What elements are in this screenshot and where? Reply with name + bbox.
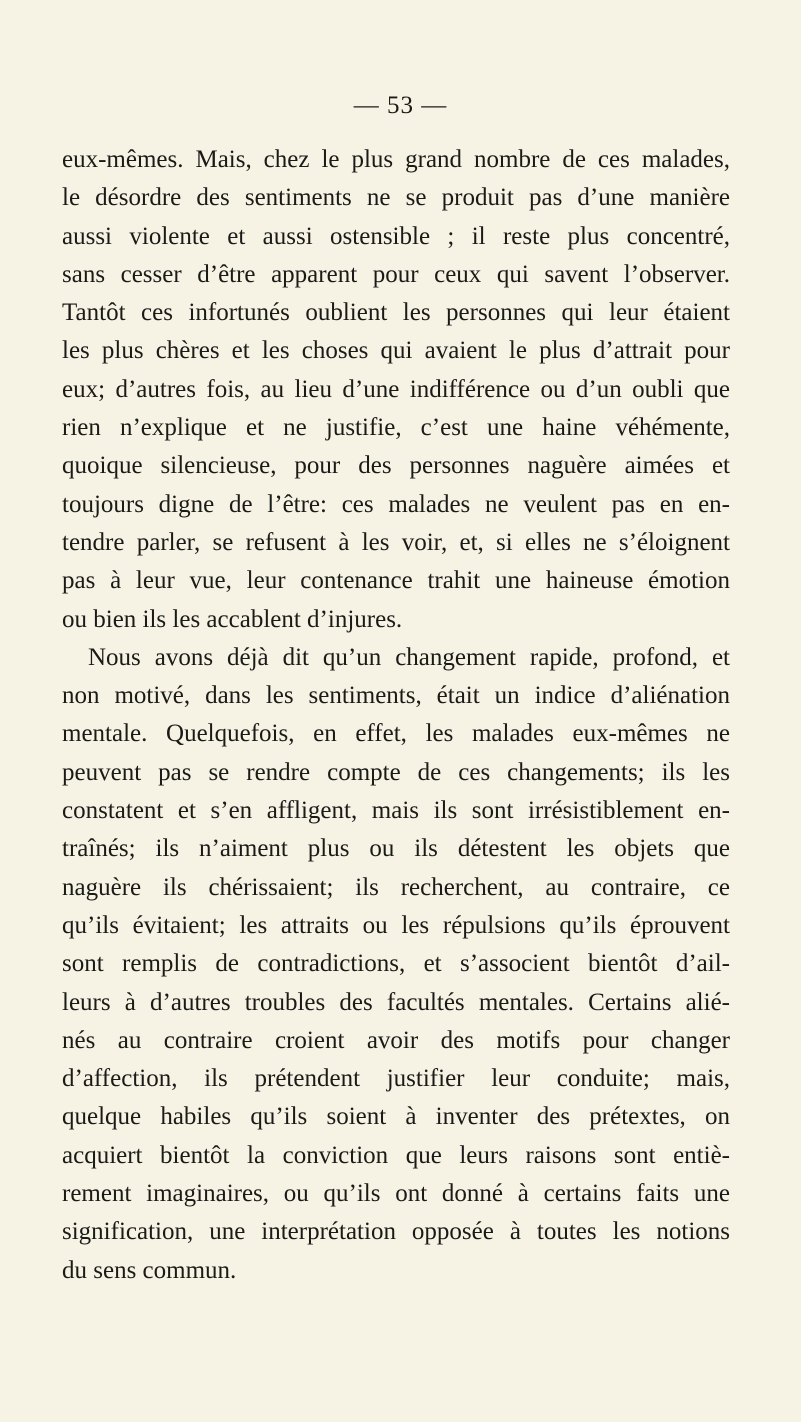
text-line: nés au contraire croient avoir des motifs pour changer	[62, 1026, 730, 1054]
paragraph-end-line: du sens commun.	[62, 1256, 237, 1284]
text-line: sont remplis de contradictions, et s’associent bientôt d’ail-	[62, 950, 730, 978]
text-line: eux; d’autres fois, au lieu d’une indifférence ou d’un oubli que	[62, 375, 730, 403]
paragraph-start-line: Nous avons déjà dit qu’un changement rapide, profond, et	[88, 643, 730, 671]
text-line: leurs à d’autres troubles des facultés mentales. Certains alié-	[62, 988, 730, 1016]
text-line: les plus chères et les choses qui avaient le plus d’attrait pour	[62, 337, 730, 365]
text-line: peuvent pas se rendre compte de ces changements; ils les	[62, 758, 730, 786]
text-line: d’affection, ils prétendent justifier leur conduite; mais,	[62, 1065, 730, 1093]
page-number: — 53 —	[353, 92, 448, 119]
text-line: naguère ils chérissaient; ils recherchent, au contraire, ce	[62, 873, 730, 901]
text-line: acquiert bientôt la conviction que leurs raisons sont entiè-	[62, 1141, 730, 1169]
text-line: mentale. Quelquefois, en effet, les malades eux-mêmes ne	[62, 720, 730, 748]
text-line: quelque habiles qu’ils soient à inventer des prétextes, on	[62, 1103, 730, 1131]
text-line: eux-mêmes. Mais, chez le plus grand nombre de ces malades,	[62, 146, 730, 173]
text-line: rien n’explique et ne justifie, c’est une haine véhémente,	[62, 414, 730, 442]
text-line: tendre parler, se refusent à les voir, et, si elles ne s’éloignent	[62, 528, 730, 556]
text-line: sans cesser d’être apparent pour ceux qui savent l’observer.	[62, 260, 730, 288]
text-line: pas à leur vue, leur contenance trahit une haineuse émotion	[62, 567, 730, 595]
text-line: aussi violente et aussi ostensible ; il reste plus concentré,	[62, 222, 730, 250]
text-line: rement imaginaires, ou qu’ils ont donné à certains faits une	[62, 1180, 730, 1208]
text-line: le désordre des sentiments ne se produit pas d’une manière	[62, 184, 730, 212]
text-line: traînés; ils n’aiment plus ou ils détestent les objets que	[62, 835, 730, 863]
body-text	[62, 141, 730, 1290]
text-line: toujours digne de l’être: ces malades ne veulent pas en en-	[62, 490, 730, 518]
paragraph-end-line: ou bien ils les accablent d’injures.	[62, 605, 403, 633]
text-line: qu’ils évitaient; les attraits ou les répulsions qu’ils éprouvent	[62, 911, 730, 939]
text-line: signification, une interprétation opposée à toutes les notions	[62, 1218, 730, 1246]
text-line: Tantôt ces infortunés oublient les personnes qui leur étaient	[62, 299, 730, 327]
text-line: non motivé, dans les sentiments, était un indice d’aliénation	[62, 682, 730, 710]
text-line: constatent et s’en affligent, mais ils sont irrésistiblement en-	[62, 797, 730, 825]
text-line: quoique silencieuse, pour des personnes naguère aimées et	[62, 452, 730, 480]
